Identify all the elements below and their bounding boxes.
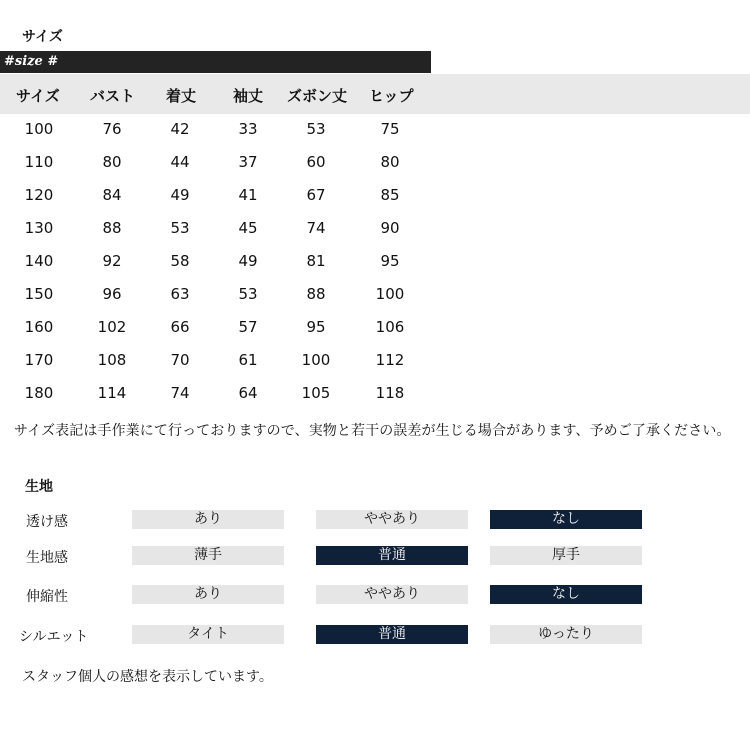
table-cell: 110 — [24, 153, 54, 171]
table-cell: 160 — [24, 318, 54, 336]
table-cell: 112 — [375, 351, 405, 369]
table-cell: 84 — [102, 186, 122, 204]
rating-option-selected: 普通 — [316, 625, 468, 644]
table-cell: 150 — [24, 285, 54, 303]
table-cell: 100 — [24, 120, 54, 138]
table-cell: 106 — [375, 318, 405, 336]
rating-option: ややあり — [316, 510, 468, 529]
table-cell: 130 — [24, 219, 54, 237]
rating-option: 厚手 — [490, 546, 642, 565]
table-cell: 33 — [238, 120, 258, 138]
table-cell: 74 — [170, 384, 190, 402]
table-cell: 37 — [238, 153, 258, 171]
table-cell: 58 — [170, 252, 190, 270]
table-cell: 44 — [170, 153, 190, 171]
table-cell: 49 — [238, 252, 258, 270]
table-cell: 49 — [170, 186, 190, 204]
table-cell: 95 — [380, 252, 400, 270]
size-note: サイズ表記は手作業にて行っておりますので、実物と若干の誤差が生じる場合があります、予めご了承ください。 — [14, 423, 731, 439]
table-cell: 180 — [24, 384, 54, 402]
rating-option-selected: なし — [490, 510, 642, 529]
table-cell: 100 — [375, 285, 405, 303]
size-section-title: サイズ — [22, 29, 63, 45]
table-cell: 88 — [102, 219, 122, 237]
table-cell: 96 — [102, 285, 122, 303]
rating-option-selected: 普通 — [316, 546, 468, 565]
table-cell: 63 — [170, 285, 190, 303]
fabric-row-label: 伸縮性 — [26, 589, 68, 605]
table-cell: 57 — [238, 318, 258, 336]
table-cell: 76 — [102, 120, 122, 138]
table-cell: 81 — [306, 252, 326, 270]
table-cell: 92 — [102, 252, 122, 270]
table-cell: 80 — [102, 153, 122, 171]
size-banner-label: #size # — [4, 54, 59, 69]
table-cell: 140 — [24, 252, 54, 270]
table-cell: 90 — [380, 219, 400, 237]
rating-option: 薄手 — [132, 546, 284, 565]
table-cell: 75 — [380, 120, 400, 138]
table-cell: 53 — [238, 285, 258, 303]
table-cell: 42 — [170, 120, 190, 138]
table-cell: 67 — [306, 186, 326, 204]
table-cell: 53 — [306, 120, 326, 138]
fabric-section-title: 生地 — [25, 479, 53, 495]
footer-note: スタッフ個人の感想を表示しています。 — [22, 669, 273, 685]
table-cell: 88 — [306, 285, 326, 303]
table-cell: 66 — [170, 318, 190, 336]
table-cell: 100 — [301, 351, 331, 369]
table-cell: 80 — [380, 153, 400, 171]
fabric-row-label: 透け感 — [26, 514, 68, 530]
column-header-hip: ヒップ — [369, 87, 414, 105]
fabric-row-label: 生地感 — [26, 550, 68, 566]
table-cell: 70 — [170, 351, 190, 369]
table-cell: 114 — [97, 384, 127, 402]
column-header-bust: バスト — [90, 87, 136, 105]
table-cell: 108 — [97, 351, 127, 369]
table-cell: 74 — [306, 219, 326, 237]
table-cell: 45 — [238, 219, 258, 237]
rating-option-selected: なし — [490, 585, 642, 604]
rating-option: あり — [132, 585, 284, 604]
table-cell: 41 — [238, 186, 258, 204]
table-cell: 60 — [306, 153, 326, 171]
column-header-pants-length: ズボン丈 — [287, 87, 348, 105]
table-cell: 105 — [301, 384, 331, 402]
table-cell: 102 — [97, 318, 127, 336]
rating-option: タイト — [132, 625, 284, 644]
table-cell: 170 — [24, 351, 54, 369]
table-cell: 118 — [375, 384, 405, 402]
column-header-length: 着丈 — [166, 87, 197, 105]
column-header-size: サイズ — [16, 87, 60, 105]
table-cell: 53 — [170, 219, 190, 237]
table-cell: 95 — [306, 318, 326, 336]
fabric-row-label: シルエット — [19, 629, 89, 645]
column-header-sleeve: 袖丈 — [233, 87, 264, 105]
rating-option: ゆったり — [490, 625, 642, 644]
table-cell: 64 — [238, 384, 258, 402]
table-cell: 120 — [24, 186, 54, 204]
table-cell: 85 — [380, 186, 400, 204]
table-cell: 61 — [238, 351, 258, 369]
rating-option: あり — [132, 510, 284, 529]
rating-option: ややあり — [316, 585, 468, 604]
